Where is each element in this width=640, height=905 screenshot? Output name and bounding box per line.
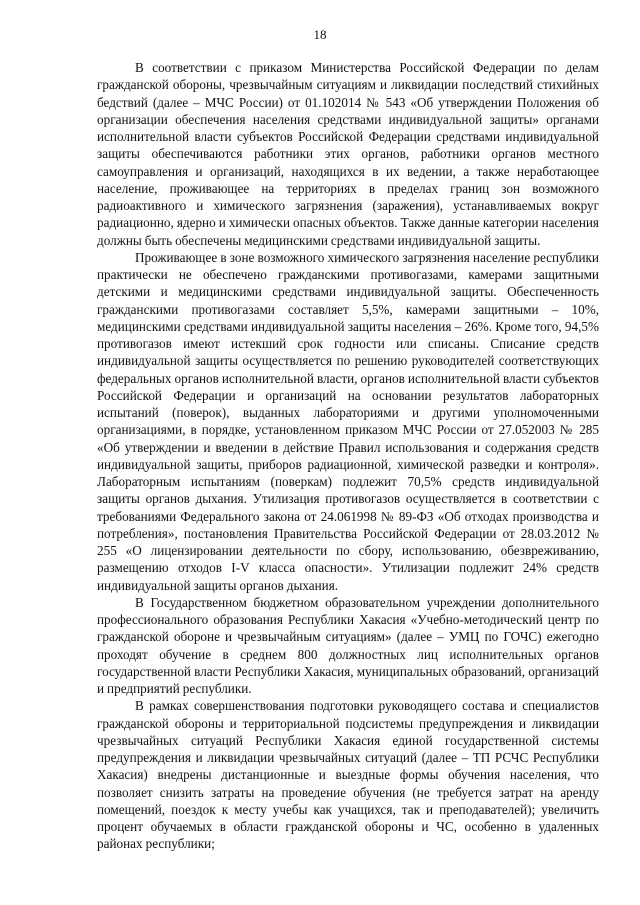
document-body	[97, 59, 599, 853]
page-number: 18	[313, 27, 327, 42]
paragraph-training-center: В Государственном бюджетном образовательном учреждении дополнительного профессионального образования Республики Хакасия «Учебно-методический центр по гражданской обороне и чрезвычайным ситуациям» (далее – УМЦ по ГОЧС) ежегодно проходят обучение в среднем 800 должностных лиц исполнительных органов государственной власти Республики Хакасия, муниципальных образований, организаций и предприятий республики.	[97, 594, 599, 696]
paragraph-ppe-regulation: В соответствии с приказом Министерства Российской Федерации по делам гражданской обороны, чрезвычайным ситуациям и ликвидации последствий стихийных бедствий (далее – МЧС России) от 01.102014 № 543 «Об утверждении Положения об организации обеспечения населения средствами индивидуальной защиты» органами исполнительной власти субъектов Российской Федерации средствами индивидуальной защиты обеспечиваются работники этих органов, работники органов местного самоуправления и организаций, находящихся в их ведении, а также неработающее население, проживающее на территориях в пределах границ зон возможного радиоактивного и химического загрязнения (заражения), устанавливаемых вокруг радиационно, ядерно и химически опасных объектов. Также данные категории населения должны быть обеспечены медицинскими средствами индивидуальной защиты.	[97, 60, 599, 248]
paragraph-distance-training: В рамках совершенствования подготовки руководящего состава и специалистов гражданской обороны и территориальной подсистемы предупреждения и ликвидации чрезвычайных ситуаций Республики Хакасия единой государственной системы предупреждения и ликвидации чрезвычайных ситуаций (далее – ТП РСЧС Республики Хакасия) внедрены дистанционные и выездные формы обучения населения, что позволяет снизить затраты на проведение обучения (не требуется затрат на аренду помещений, поездок к месту учебы как учащихся, так и преподавателей); увеличить процент обучаемых в области гражданской обороны и ЧС, особенно в удаленных районах республики;	[97, 698, 599, 852]
paragraph-gas-mask-provision: Проживающее в зоне возможного химического загрязнения население республики практически не обеспечено гражданскими противогазами, камерами защитными детскими и медицинскими средствами индивидуальной защиты. Обеспеченность гражданскими противогазами составляет 5,5%, камерами защитными – 10%, медицинскими средствами индивидуальной защиты населения – 26%. Кроме того, 94,5% противогазов имеют истекший срок годности или списаны. Списание средств индивидуальной защиты осуществляется по решению руководителей соответствующих федеральных органов исполнительной власти, органов исполнительной власти субъектов Российской Федерации и организаций на основании результатов лабораторных испытаний (поверок), выданных лабораториями и другими уполномоченными организациями, в порядке, установленном приказом МЧС России от 27.052003 № 285 «Об утверждении и введении в действие Правил использования и содержания средств индивидуальной защиты, приборов радиационной, химической разведки и контроля». Лабораторным испытаниям (поверкам) подлежит 70,5% средств индивидуальной защиты органов дыхания. Утилизация противогазов осуществляется в соответствии с требованиями Федерального закона от 24.061998 № 89-ФЗ «Об отходах производства и потребления», постановления Правительства Российской Федерации от 28.03.2012 № 255 «О лицензировании деятельности по сбору, использованию, обезвреживанию, размещению отходов I-V класса опасности». Утилизации подлежит 24% средств индивидуальной защиты органов дыхания.	[97, 249, 599, 593]
